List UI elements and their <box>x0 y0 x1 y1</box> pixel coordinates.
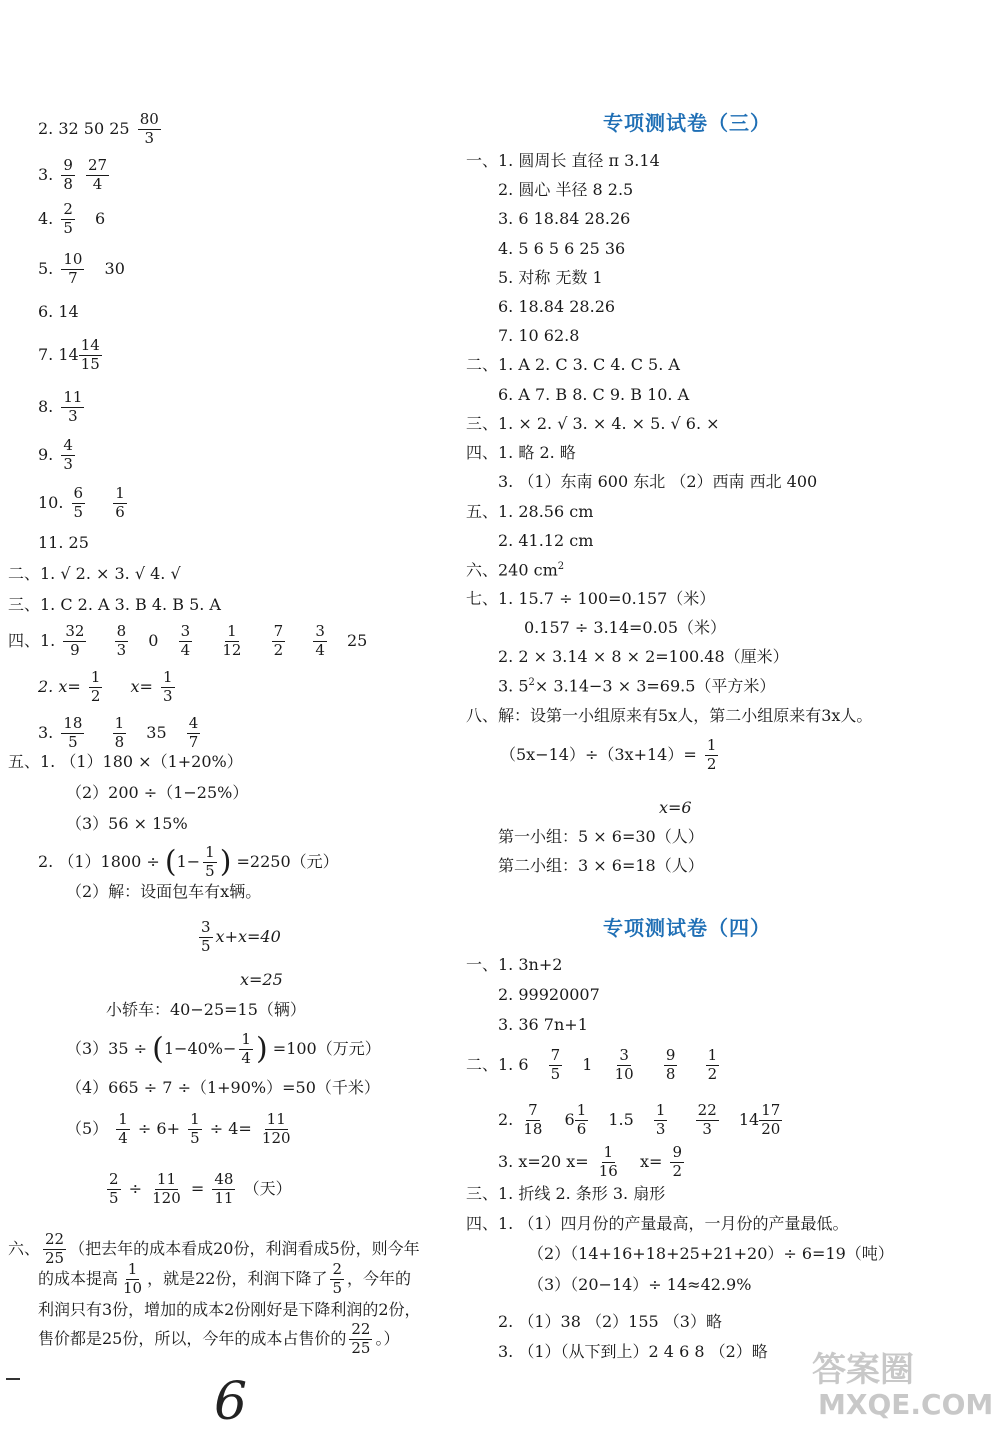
fraction: $\frac{1}{2}$ <box>706 736 717 773</box>
fraction: $\frac{1}{2}$ <box>707 1046 718 1083</box>
r-line-20: 八、解：设第一小组原来有5x人，第二小组原来有3x人。 <box>466 706 873 725</box>
s-line-8: 四、1. （1）四月份的产量最高，一月份的产量最低。 <box>466 1214 849 1233</box>
page-number: 6 <box>214 1372 248 1432</box>
answer-l6: 6. 14 <box>38 302 79 321</box>
r-line-7: 7. 10 62.8 <box>498 326 580 345</box>
r-line-21: （5x−14）÷（3x+14）= $\frac{1}{2}$ <box>500 736 717 773</box>
r-line-11: 四、1. 略 2. 略 <box>466 443 576 462</box>
fraction: $\frac{18}{5}$ <box>63 714 83 751</box>
margin-mark <box>6 1378 20 1380</box>
fraction: $\frac{4}{7}$ <box>188 714 199 751</box>
section-wu-2-5b: $\frac{2}{5}$ ÷ $\frac{11}{120}$ = $\frac{48}{11}$ （天） <box>109 1170 292 1207</box>
r-line-18: 2. 2 × 3.14 × 8 × 2=100.48（厘米） <box>498 647 789 666</box>
r-line-22: x=6 <box>659 798 692 817</box>
fraction: $\frac{11}{3}$ <box>63 388 83 425</box>
r-line-17: 0.157 ÷ 3.14=0.05（米） <box>524 618 727 637</box>
r-line-6: 6. 18.84 28.26 <box>498 297 616 316</box>
fraction: $\frac{7}{18}$ <box>523 1101 543 1138</box>
s-line-9: （2）（14+16+18+25+21+20）÷ 6=19（吨） <box>528 1244 894 1263</box>
section-wu-2-2: （2）解：设面包车有x辆。 <box>66 882 262 901</box>
fraction: $\frac{3}{4}$ <box>180 622 191 659</box>
answer-l4: 4. $\frac{2}{5}$ 6 <box>38 200 106 237</box>
section-wu-2-5: （5） $\frac{1}{4}$ ÷ 6+ $\frac{1}{5}$ ÷ 4= $\frac{11}{120}$ <box>66 1110 291 1147</box>
r-line-4: 4. 5 6 5 6 25 36 <box>498 239 626 258</box>
answer-l3: 3. $\frac{9}{8}$ $\frac{27}{4}$ <box>38 156 108 193</box>
r-line-23: 第一小组：5 × 6=30（人） <box>498 827 704 846</box>
r-line-13: 五、1. 28.56 cm <box>466 502 594 521</box>
fraction: $\frac{8}{3}$ <box>116 622 127 659</box>
fraction: $\frac{1}{4}$ <box>118 1110 128 1147</box>
fraction: $\frac{4}{3}$ <box>63 436 73 473</box>
fraction: $\frac{6}{5}$ <box>73 484 84 521</box>
fraction: $\frac{80}{3}$ <box>139 110 159 147</box>
fraction: $\frac{1}{10}$ <box>123 1260 143 1297</box>
r-line-1: 一、1. 圆周长 直径 π 3.14 <box>466 151 660 170</box>
r-line-16: 七、1. 15.7 ÷ 100=0.157（米） <box>466 589 716 608</box>
answer-l7: 7. 14 $\frac{14}{15}$ <box>38 336 100 373</box>
fraction: $\frac{1}{5}$ <box>190 1110 200 1147</box>
section-wu-2-3: （3）35 ÷ (1−40%− $\frac{1}{4}$ ) =100（万元） <box>66 1030 381 1067</box>
r-line-15: 六、240 $cm^2$ <box>466 560 565 580</box>
fraction: $\frac{1}{3}$ <box>163 668 173 705</box>
section-wu-1: 五、1. （1）180 ×（1+20%） <box>8 752 243 771</box>
fraction: $\frac{1}{4}$ <box>241 1030 251 1067</box>
fraction: $\frac{1}{8}$ <box>114 714 125 751</box>
fraction: $\frac{32}{9}$ <box>65 622 85 659</box>
r-line-2: 2. 圆心 半径 8 2.5 <box>498 180 634 199</box>
section-liu-1: 六、 $\frac{22}{25}$ （把去年的成本看成20份，利润看成5份，则今年 <box>8 1230 420 1267</box>
fraction: $\frac{3}{5}$ <box>201 918 211 955</box>
fraction: $\frac{1}{16}$ <box>598 1143 618 1180</box>
fraction: $\frac{10}{7}$ <box>63 250 83 287</box>
text: 2. 32 50 25 <box>38 118 130 138</box>
watermark-url: MXQE.COM <box>818 1388 994 1421</box>
answer-l2 <box>38 112 164 147</box>
r-line-24: 第二小组：3 × 6=18（人） <box>498 856 704 875</box>
s-line-5: 2. $\frac{7}{18}$ 6 $\frac{1}{6}$ 1.5 $\frac{1}{3}$ $\frac{22}{3}$ 14 $\frac{17}{20}$ <box>498 1101 781 1138</box>
r-line-9: 6. A 7. B 8. C 9. B 10. A <box>498 385 690 404</box>
s-line-4: 二、1. 6 $\frac{7}{5}$ 1 $\frac{3}{10}$ $\frac{9}{8}$ $\frac{1}{2}$ <box>466 1046 718 1083</box>
section-wu-2: 2. （1）1800 ÷ (1− $\frac{1}{5}$ ) =2250（元） <box>38 843 339 880</box>
r-line-5: 5. 对称 无数 1 <box>498 268 603 287</box>
fraction: $\frac{3}{4}$ <box>315 622 325 659</box>
r-line-12: 3. （1）东南 600 东北 （2）西南 西北 400 <box>498 472 818 491</box>
s-line-7: 三、1. 折线 2. 条形 3. 扇形 <box>466 1184 666 1203</box>
r-line-14: 2. 41.12 cm <box>498 531 594 550</box>
fraction: $\frac{27}{4}$ <box>88 156 108 193</box>
fraction: $\frac{1}{5}$ <box>205 843 215 880</box>
watermark-logo: 答案圈 <box>812 1350 914 1390</box>
fraction: $\frac{2}{5}$ <box>63 200 73 237</box>
fraction: $\frac{11}{120}$ <box>152 1170 181 1207</box>
fraction: $\frac{11}{120}$ <box>261 1110 291 1147</box>
r-line-10: 三、1. × 2. √ 3. × 4. × 5. √ 6. × <box>466 414 720 433</box>
fraction: $\frac{1}{6}$ <box>115 484 125 521</box>
fraction: $\frac{48}{11}$ <box>214 1170 234 1207</box>
answer-l8: 8. $\frac{11}{3}$ <box>38 388 83 425</box>
s-line-12: 3. （1）（从下到上）2 4 6 8 （2）略 <box>498 1342 768 1361</box>
answer-l10: 10. $\frac{6}{5}$ $\frac{1}{6}$ <box>38 484 125 521</box>
fraction: $\frac{7}{5}$ <box>550 1046 561 1083</box>
fraction: $\frac{3}{10}$ <box>614 1046 634 1083</box>
r-line-3: 3. 6 18.84 28.26 <box>498 209 631 228</box>
r-line-8: 二、1. A 2. C 3. C 4. C 5. A <box>466 355 680 374</box>
fraction: $\frac{14}{15}$ <box>80 336 100 373</box>
s-line-11: 2. （1）38 （2）155 （3）略 <box>498 1312 722 1331</box>
section-er: 二、1. √ 2. × 3. √ 4. √ <box>8 564 181 583</box>
fraction: $\frac{9}{8}$ <box>63 156 73 193</box>
equation-2: x=25 <box>240 970 283 989</box>
fraction: $\frac{9}{8}$ <box>665 1046 676 1083</box>
r-line-19: 3. $5^2\times 3.14-3 \times 3=69.5$（平方米） <box>498 676 776 696</box>
fraction: $\frac{1}{6}$ <box>576 1101 587 1138</box>
fraction: $\frac{2}{5}$ <box>109 1170 119 1207</box>
section-si-3: 3. $\frac{18}{5}$ $\frac{1}{8}$ 35 $\frac{4}{7}$ <box>38 714 199 751</box>
s-line-10: （3）（20−14）÷ 14≈42.9% <box>528 1275 752 1294</box>
fraction: $\frac{1}{2}$ <box>90 668 101 705</box>
section-si-2: 2. x= $\frac{1}{2}$ x= $\frac{1}{3}$ <box>38 668 173 705</box>
fraction: $\frac{17}{20}$ <box>761 1101 781 1138</box>
section-wu-2-4: （4）665 ÷ 7 ÷（1+90%）=50（千米） <box>66 1078 380 1097</box>
section-title-3: 专项测试卷（三） <box>603 111 771 135</box>
section-wu-1-3: （3）56 × 15% <box>66 814 188 833</box>
s-line-6: 3. x=20 x= $\frac{1}{16}$ x= $\frac{9}{2}$ <box>498 1143 683 1180</box>
answer-l9: 9. $\frac{4}{3}$ <box>38 436 73 473</box>
fraction: $\frac{1}{3}$ <box>655 1101 666 1138</box>
fraction: $\frac{1}{12}$ <box>222 622 242 659</box>
fraction: $\frac{22}{25}$ <box>351 1320 371 1357</box>
equation-1: $\frac{3}{5}$ x+x=40 <box>201 918 281 955</box>
section-san: 三、1. C 2. A 3. B 4. B 5. A <box>8 595 221 614</box>
answer-l5: 5. $\frac{10}{7}$ 30 <box>38 250 125 287</box>
fraction: $\frac{22}{25}$ <box>45 1230 65 1267</box>
fraction: $\frac{22}{3}$ <box>697 1101 717 1138</box>
s-line-3: 3. 36 7n+1 <box>498 1015 588 1034</box>
section-wu-2-car: 小轿车：40−25=15（辆） <box>106 1000 306 1019</box>
fraction: $\frac{2}{5}$ <box>332 1260 343 1297</box>
section-liu-2: 的成本提高 $\frac{1}{10}$ ，就是22份，利润下降了 $\frac{2}{5}$ ，今年的 <box>38 1260 412 1297</box>
section-wu-1-2: （2）200 ÷（1−25%） <box>66 783 249 802</box>
section-liu-4: 售价都是25份，所以，今年的成本占售价的 $\frac{22}{25}$ 。） <box>38 1320 400 1357</box>
s-line-2: 2. 99920007 <box>498 985 600 1004</box>
fraction: $\frac{9}{2}$ <box>672 1143 683 1180</box>
answer-l11: 11. 25 <box>38 533 89 552</box>
section-title-4: 专项测试卷（四） <box>603 916 771 940</box>
s-line-1: 一、1. 3n+2 <box>466 955 563 974</box>
fraction: $\frac{7}{2}$ <box>273 622 284 659</box>
section-si-1: 四、1. $\frac{32}{9}$ $\frac{8}{3}$ 0 $\frac{3}{4}$ $\frac{1}{12}$ $\frac{7}{2}$ $\frac{3}{4}$ 25 <box>8 622 368 659</box>
section-liu-3: 利润只有3份，增加的成本2份刚好是下降利润的2份， <box>38 1300 421 1319</box>
